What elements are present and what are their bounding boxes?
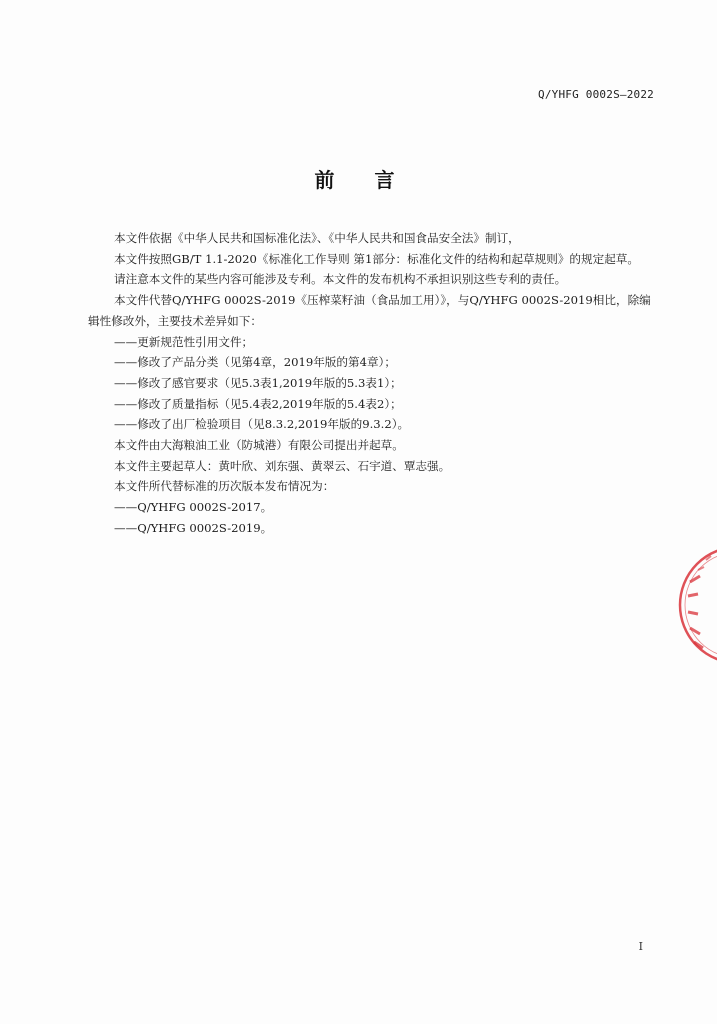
page-number: I bbox=[638, 940, 643, 953]
page-title: 前言 bbox=[314, 168, 435, 192]
paragraph-history-intro: 本文件所代替标准的历次版本发布情况为： bbox=[114, 479, 335, 494]
history-item: ——Q/YHFG 0002S-2019。 bbox=[114, 520, 273, 535]
change-item: ——修改了感官要求（见5.3表1,2019年版的5.3表1）； bbox=[114, 375, 402, 390]
document-body bbox=[88, 228, 660, 539]
history-item: ——Q/YHFG 0002S-2017。 bbox=[114, 500, 273, 515]
paragraph-drafting-rules: 本文件按照GB/T 1.1-2020《标准化工作导则 第1部分：标准化文件的结构和起草规则》的规定起草。 bbox=[114, 251, 639, 266]
paragraph-replacement: 本文件代替Q/YHFG 0002S-2019《压榨菜籽油（食品加工用）》，与Q/YHFG 0002S-2019相比，除编辑性修改外，主要技术差异如下： bbox=[88, 293, 651, 328]
company-seal-stamp bbox=[676, 530, 717, 680]
change-item: ——修改了出厂检验项目（见8.3.2,2019年版的9.3.2）。 bbox=[114, 417, 410, 432]
paragraph-basis: 本文件依据《中华人民共和国标准化法》、《中华人民共和国食品安全法》制订， bbox=[114, 231, 520, 245]
change-item: ——更新规范性引用文件； bbox=[114, 334, 254, 349]
paragraph-proposer: 本文件由大海粮油工业（防城港）有限公司提出并起草。 bbox=[114, 438, 404, 453]
paragraph-drafters: 本文件主要起草人：黄叶欣、刘东强、黄翠云、石宇道、覃志强。 bbox=[114, 458, 451, 473]
change-item: ——修改了质量指标（见5.4表2,2019年版的5.4表2）； bbox=[114, 396, 402, 411]
change-item: ——修改了产品分类（见第4章，2019年版的第4章）； bbox=[114, 355, 396, 370]
paragraph-patent-notice: 请注意本文件的某些内容可能涉及专利。本文件的发布机构不承担识别这些专利的责任。 bbox=[114, 272, 567, 287]
standard-code: Q/YHFG 0002S—2022 bbox=[538, 88, 654, 101]
